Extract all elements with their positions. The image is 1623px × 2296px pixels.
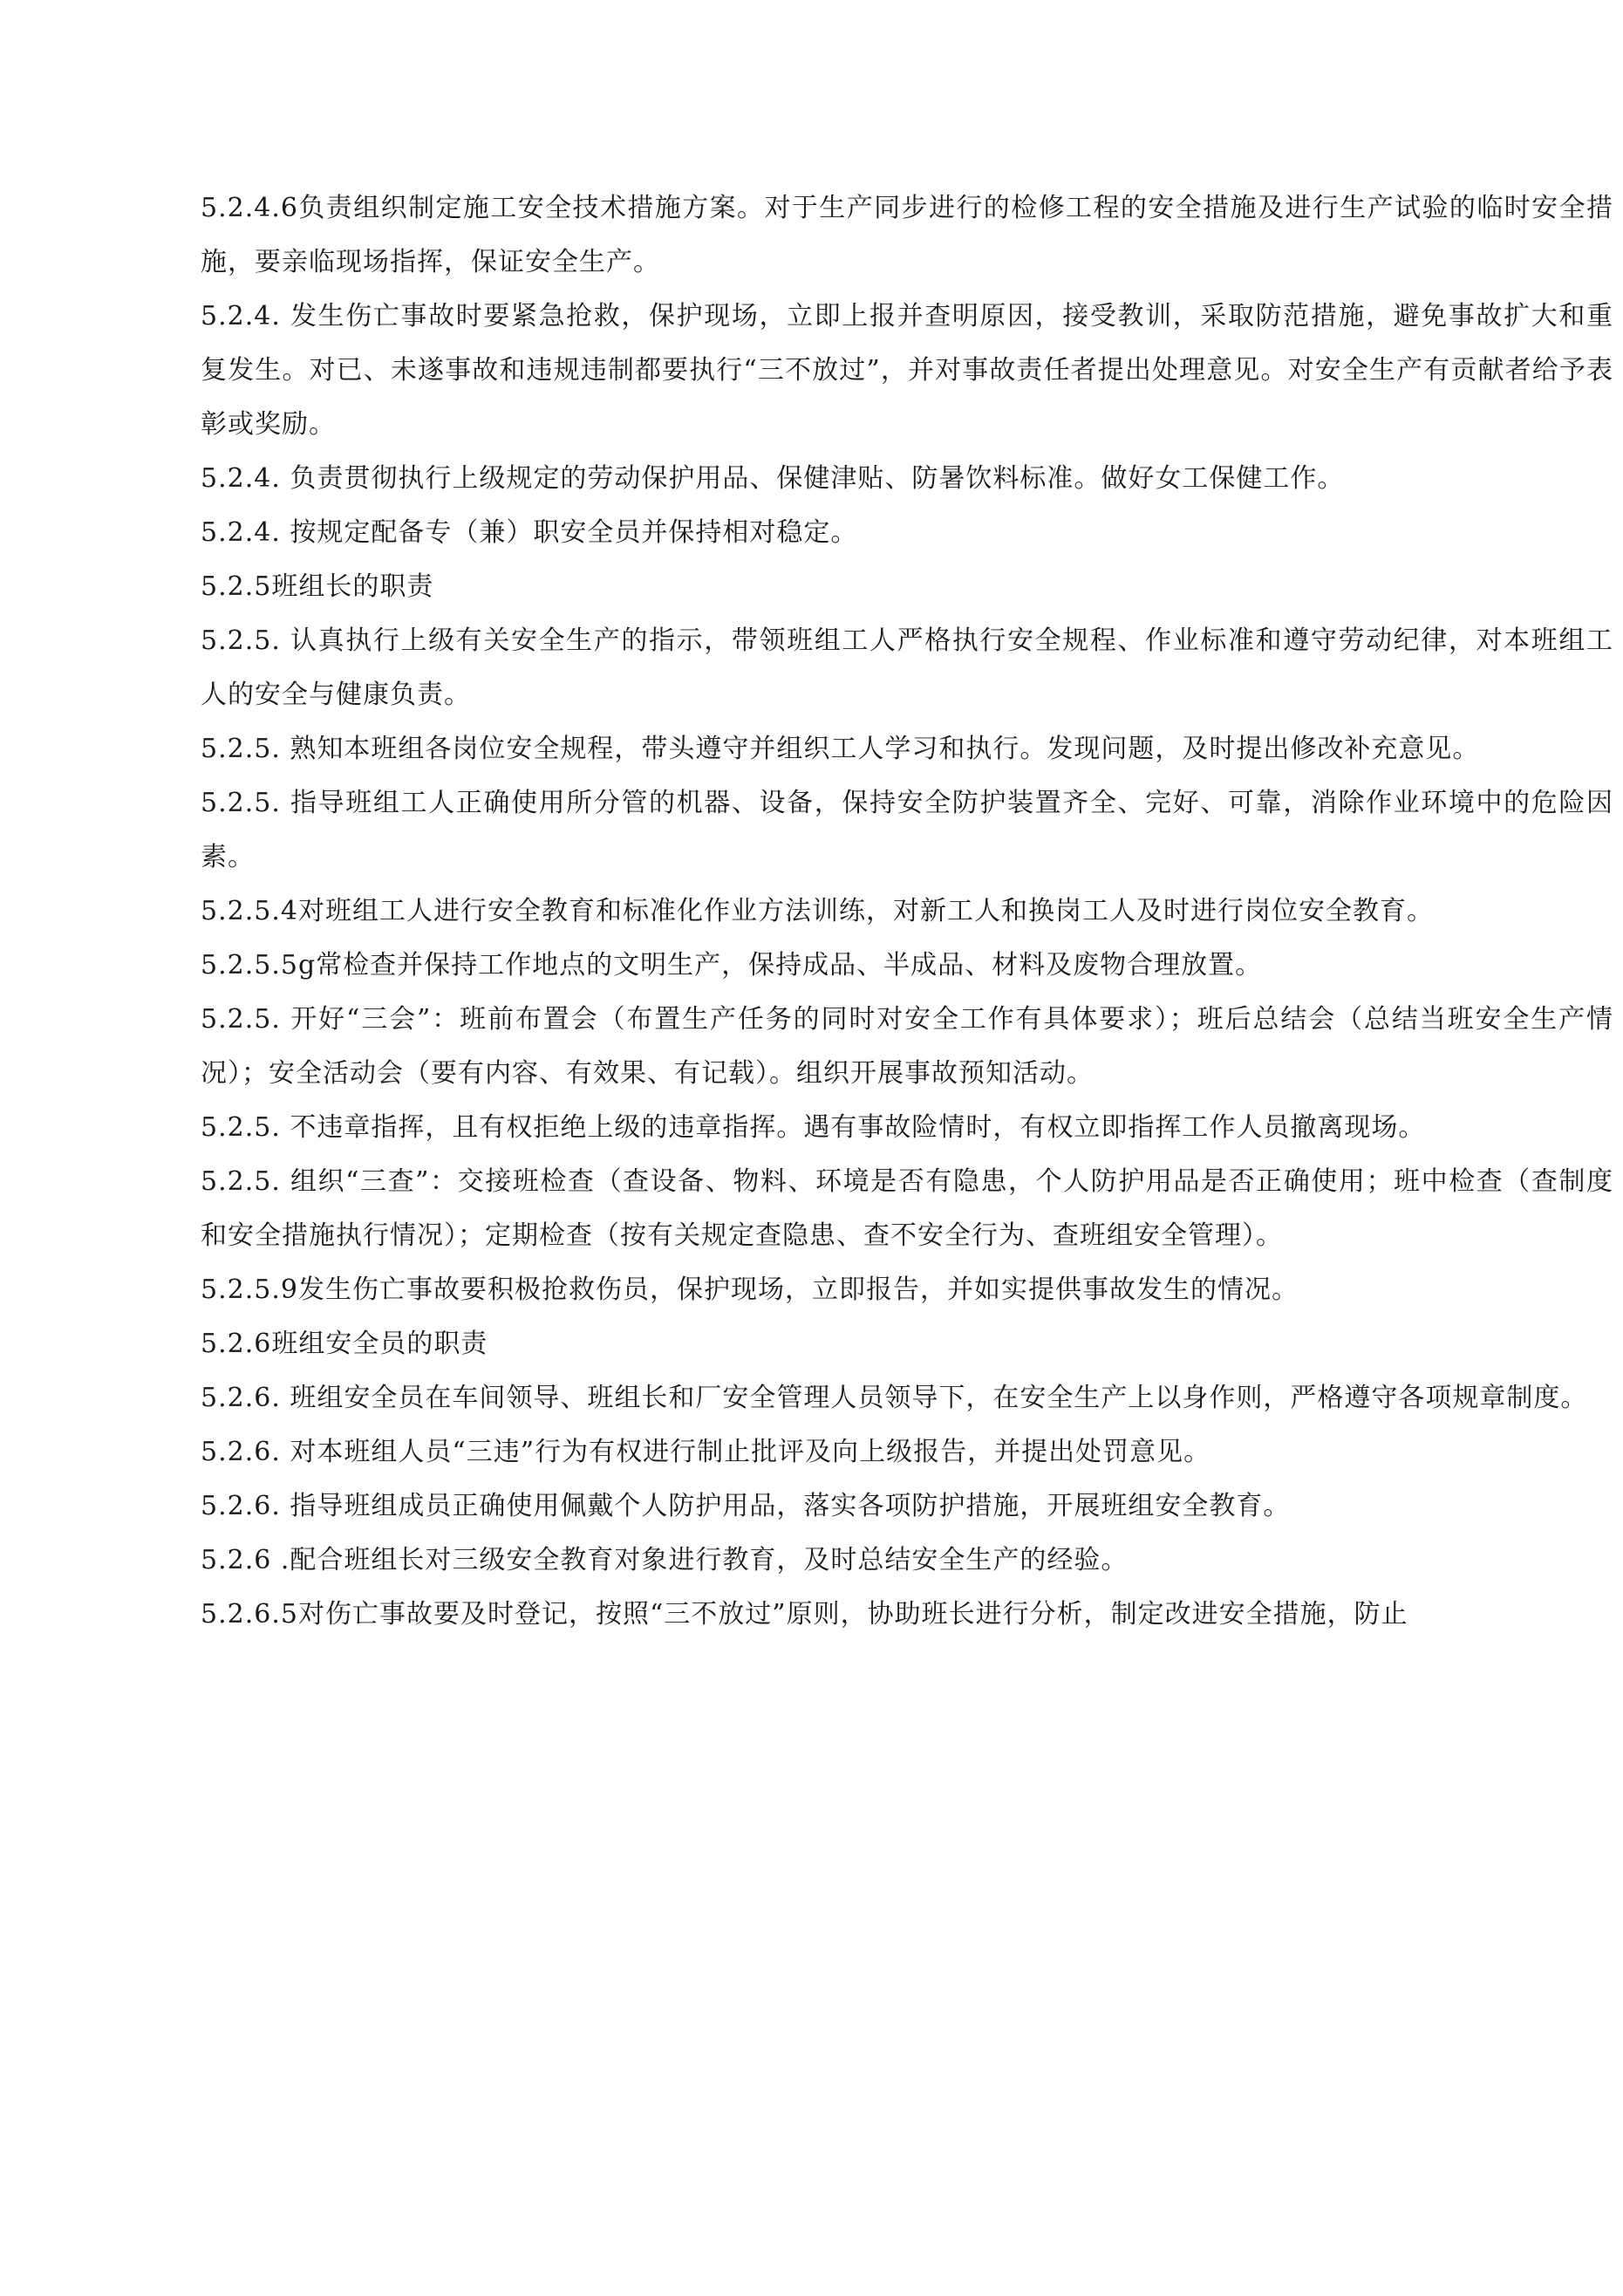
- paragraph-5-2-5-equipment: 5.2.5. 指导班组工人正确使用所分管的机器、设备，保持安全防护装置齐全、完好、可靠，消除作业环境中的危险因素。: [201, 788, 1613, 872]
- document-body: [201, 181, 1613, 1642]
- paragraph-5-2-4-accident-response: 5.2.4. 发生伤亡事故时要紧急抢救，保护现场，立即上报并查明原因，接受教训，采取防范措施，避免事故扩大和重复发生。对已、未遂事故和违规违制都要执行“三不放过”，并对事故责任者提出处理意见。对安全生产有贡献者给予表彰或奖励。: [201, 301, 1613, 440]
- paragraph-5-2-4-safety-officer: 5.2.4. 按规定配备专（兼）职安全员并保持相对稳定。: [201, 517, 858, 548]
- section-heading-5-2-5: 5.2.5班组长的职责: [201, 571, 434, 602]
- paragraph-5-2-4-6: 5.2.4.6负责组织制定施工安全技术措施方案。对于生产同步进行的检修工程的安全措施及进行生产试验的临时安全措施，要亲临现场指挥，保证安全生产。: [201, 193, 1613, 277]
- paragraph-5-2-5-instructions: 5.2.5. 认真执行上级有关安全生产的指示，带领班组工人严格执行安全规程、作业标准和遵守劳动纪律，对本班组工人的安全与健康负责。: [201, 625, 1613, 710]
- paragraph-5-2-4-protective-supplies: 5.2.4. 负责贯彻执行上级规定的劳动保护用品、保健津贴、防暑饮料标准。做好女工保健工作。: [201, 463, 1345, 494]
- paragraph-5-2-6-role: 5.2.6. 班组安全员在车间领导、班组长和厂安全管理人员领导下，在安全生产上以身作则，严格遵守各项规章制度。: [201, 1383, 1588, 1413]
- paragraph-5-2-5-4: 5.2.5.4对班组工人进行安全教育和标准化作业方法训练，对新工人和换岗工人及时进行岗位安全教育。: [201, 896, 1434, 926]
- paragraph-5-2-6-5: 5.2.6.5对伤亡事故要及时登记，按照“三不放过”原则，协助班长进行分析，制定改进安全措施，防止: [201, 1599, 1408, 1630]
- section-heading-5-2-6: 5.2.6班组安全员的职责: [201, 1329, 488, 1359]
- paragraph-5-2-5-9: 5.2.5.9发生伤亡事故要积极抢救伤员，保护现场，立即报告，并如实提供事故发生的情况。: [201, 1274, 1299, 1305]
- paragraph-5-2-5-no-violation: 5.2.5. 不违章指挥，且有权拒绝上级的违章指挥。遇有事故险情时，有权立即指挥工作人员撤离现场。: [201, 1112, 1426, 1143]
- paragraph-5-2-5-5: 5.2.5.5g常检查并保持工作地点的文明生产，保持成品、半成品、材料及废物合理放置。: [201, 950, 1263, 981]
- paragraph-5-2-6-protective-gear: 5.2.6. 指导班组成员正确使用佩戴个人防护用品，落实各项防护措施，开展班组安全教育。: [201, 1491, 1291, 1521]
- paragraph-5-2-5-three-checks: 5.2.5. 组织“三查”：交接班检查（查设备、物料、环境是否有隐患，个人防护用品是否正确使用；班中检查（查制度和安全措施执行情况）；定期检查（按有关规定查隐患、查不安全行为、查班组安全管理）。: [201, 1166, 1613, 1251]
- paragraph-5-2-6-education: 5.2.6 .配合班组长对三级安全教育对象进行教育，及时总结安全生产的经验。: [201, 1545, 1129, 1575]
- paragraph-5-2-5-three-meetings: 5.2.5. 开好“三会”：班前布置会（布置生产任务的同时对安全工作有具体要求）；班后总结会（总结当班安全生产情况）；安全活动会（要有内容、有效果、有记载）。组织开展事故预知活动。: [201, 1004, 1613, 1089]
- paragraph-5-2-5-regulations: 5.2.5. 熟知本班组各岗位安全规程，带头遵守并组织工人学习和执行。发现问题，及时提出修改补充意见。: [201, 734, 1480, 764]
- paragraph-5-2-6-three-violations: 5.2.6. 对本班组人员“三违”行为有权进行制止批评及向上级报告，并提出处罚意见。: [201, 1437, 1211, 1467]
